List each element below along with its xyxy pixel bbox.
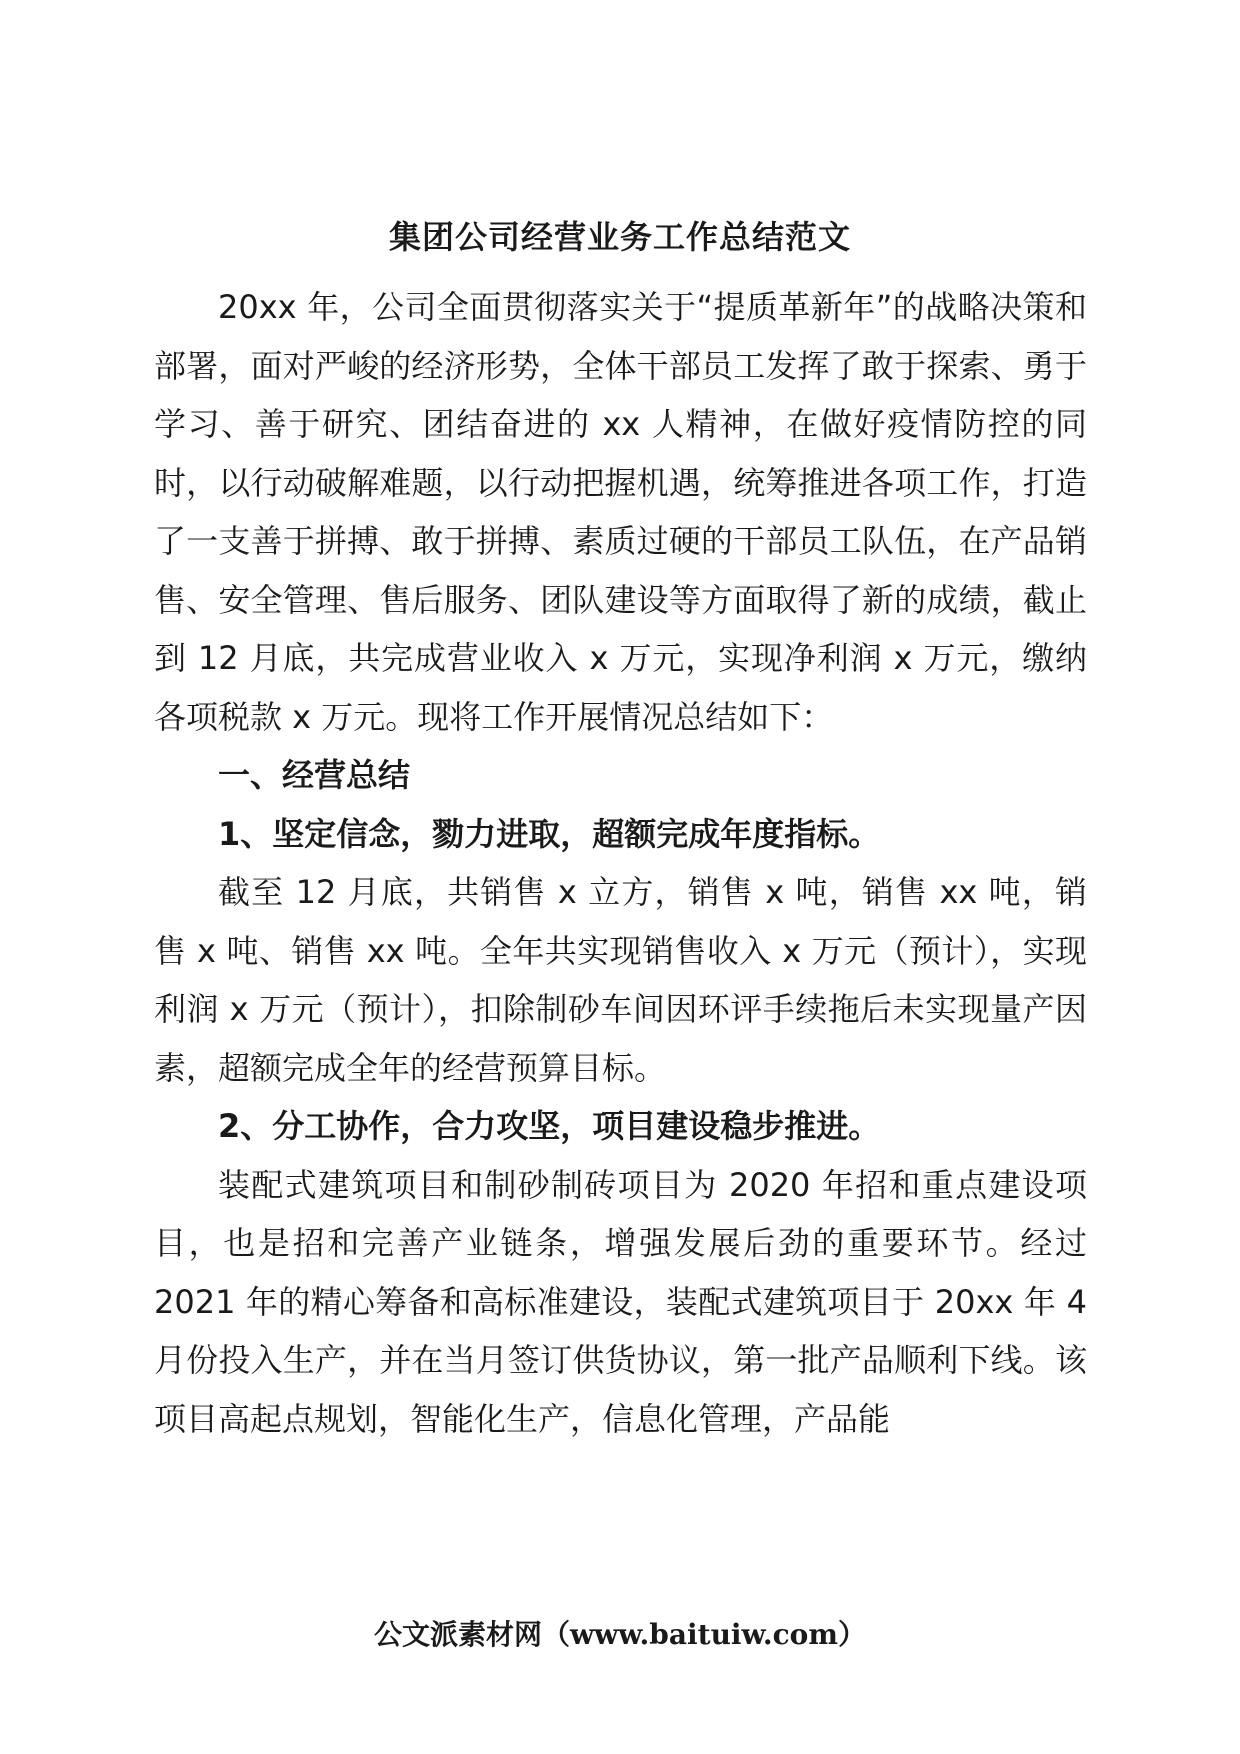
intro-paragraph: 20xx 年，公司全面贯彻落实关于“提质革新年”的战略决策和部署，面对严峻的经济形势，全体干部员工发挥了敢于探索、勇于学习、善于研究、团结奋进的 xx 人精神，在做好疫情防控的同时，以行动破解难题，以行动把握机遇，统筹推进各项工作，打造了一支善于拼搏、敢于拼搏、素质过硬的干部员工队伍，在产品销售、安全管理、售后服务、团队建设等方面取得了新的成绩，截止到 12 月底，共完成营业收入 x 万元，实现净利润 x 万元，缴纳各项税款 x 万元。现将工作开展情况总结如下： [154,288,1087,736]
footer-watermark: 公文派素材网（www.baituiw.com） [374,1618,866,1651]
subsection-heading-1: 1、坚定信念，勠力进取，超额完成年度指标。 [218,814,881,853]
page-title: 集团公司经营业务工作总结范文 [388,218,851,256]
section-heading-business-summary: 一、经营总结 [218,756,411,794]
document-body [154,278,1087,1448]
sales-paragraph: 截至 12 月底，共销售 x 立方，销售 x 吨，销售 xx 吨，销售 x 吨、销售 xx 吨。全年共实现销售收入 x 万元（预计），实现利润 x 万元（预计），扣除制砂车间因环评手续拖后未实现量产因素，超额完成全年的经营预算目标。 [154,873,1087,1087]
project-paragraph: 装配式建筑项目和制砂制砖项目为 2020 年招和重点建设项目，也是招和完善产业链条，增强发展后劲的重要环节。经过 2021 年的精心筹备和高标准建设，装配式建筑项目于 20xx 年 4 月份投入生产，并在当月签订供货协议，第一批产品顺利下线。该项目高起点规划，智能化生产，信息化管理，产品能 [154,1165,1087,1438]
subsection-heading-2: 2、分工协作，合力攻坚，项目建设稳步推进。 [218,1107,881,1145]
